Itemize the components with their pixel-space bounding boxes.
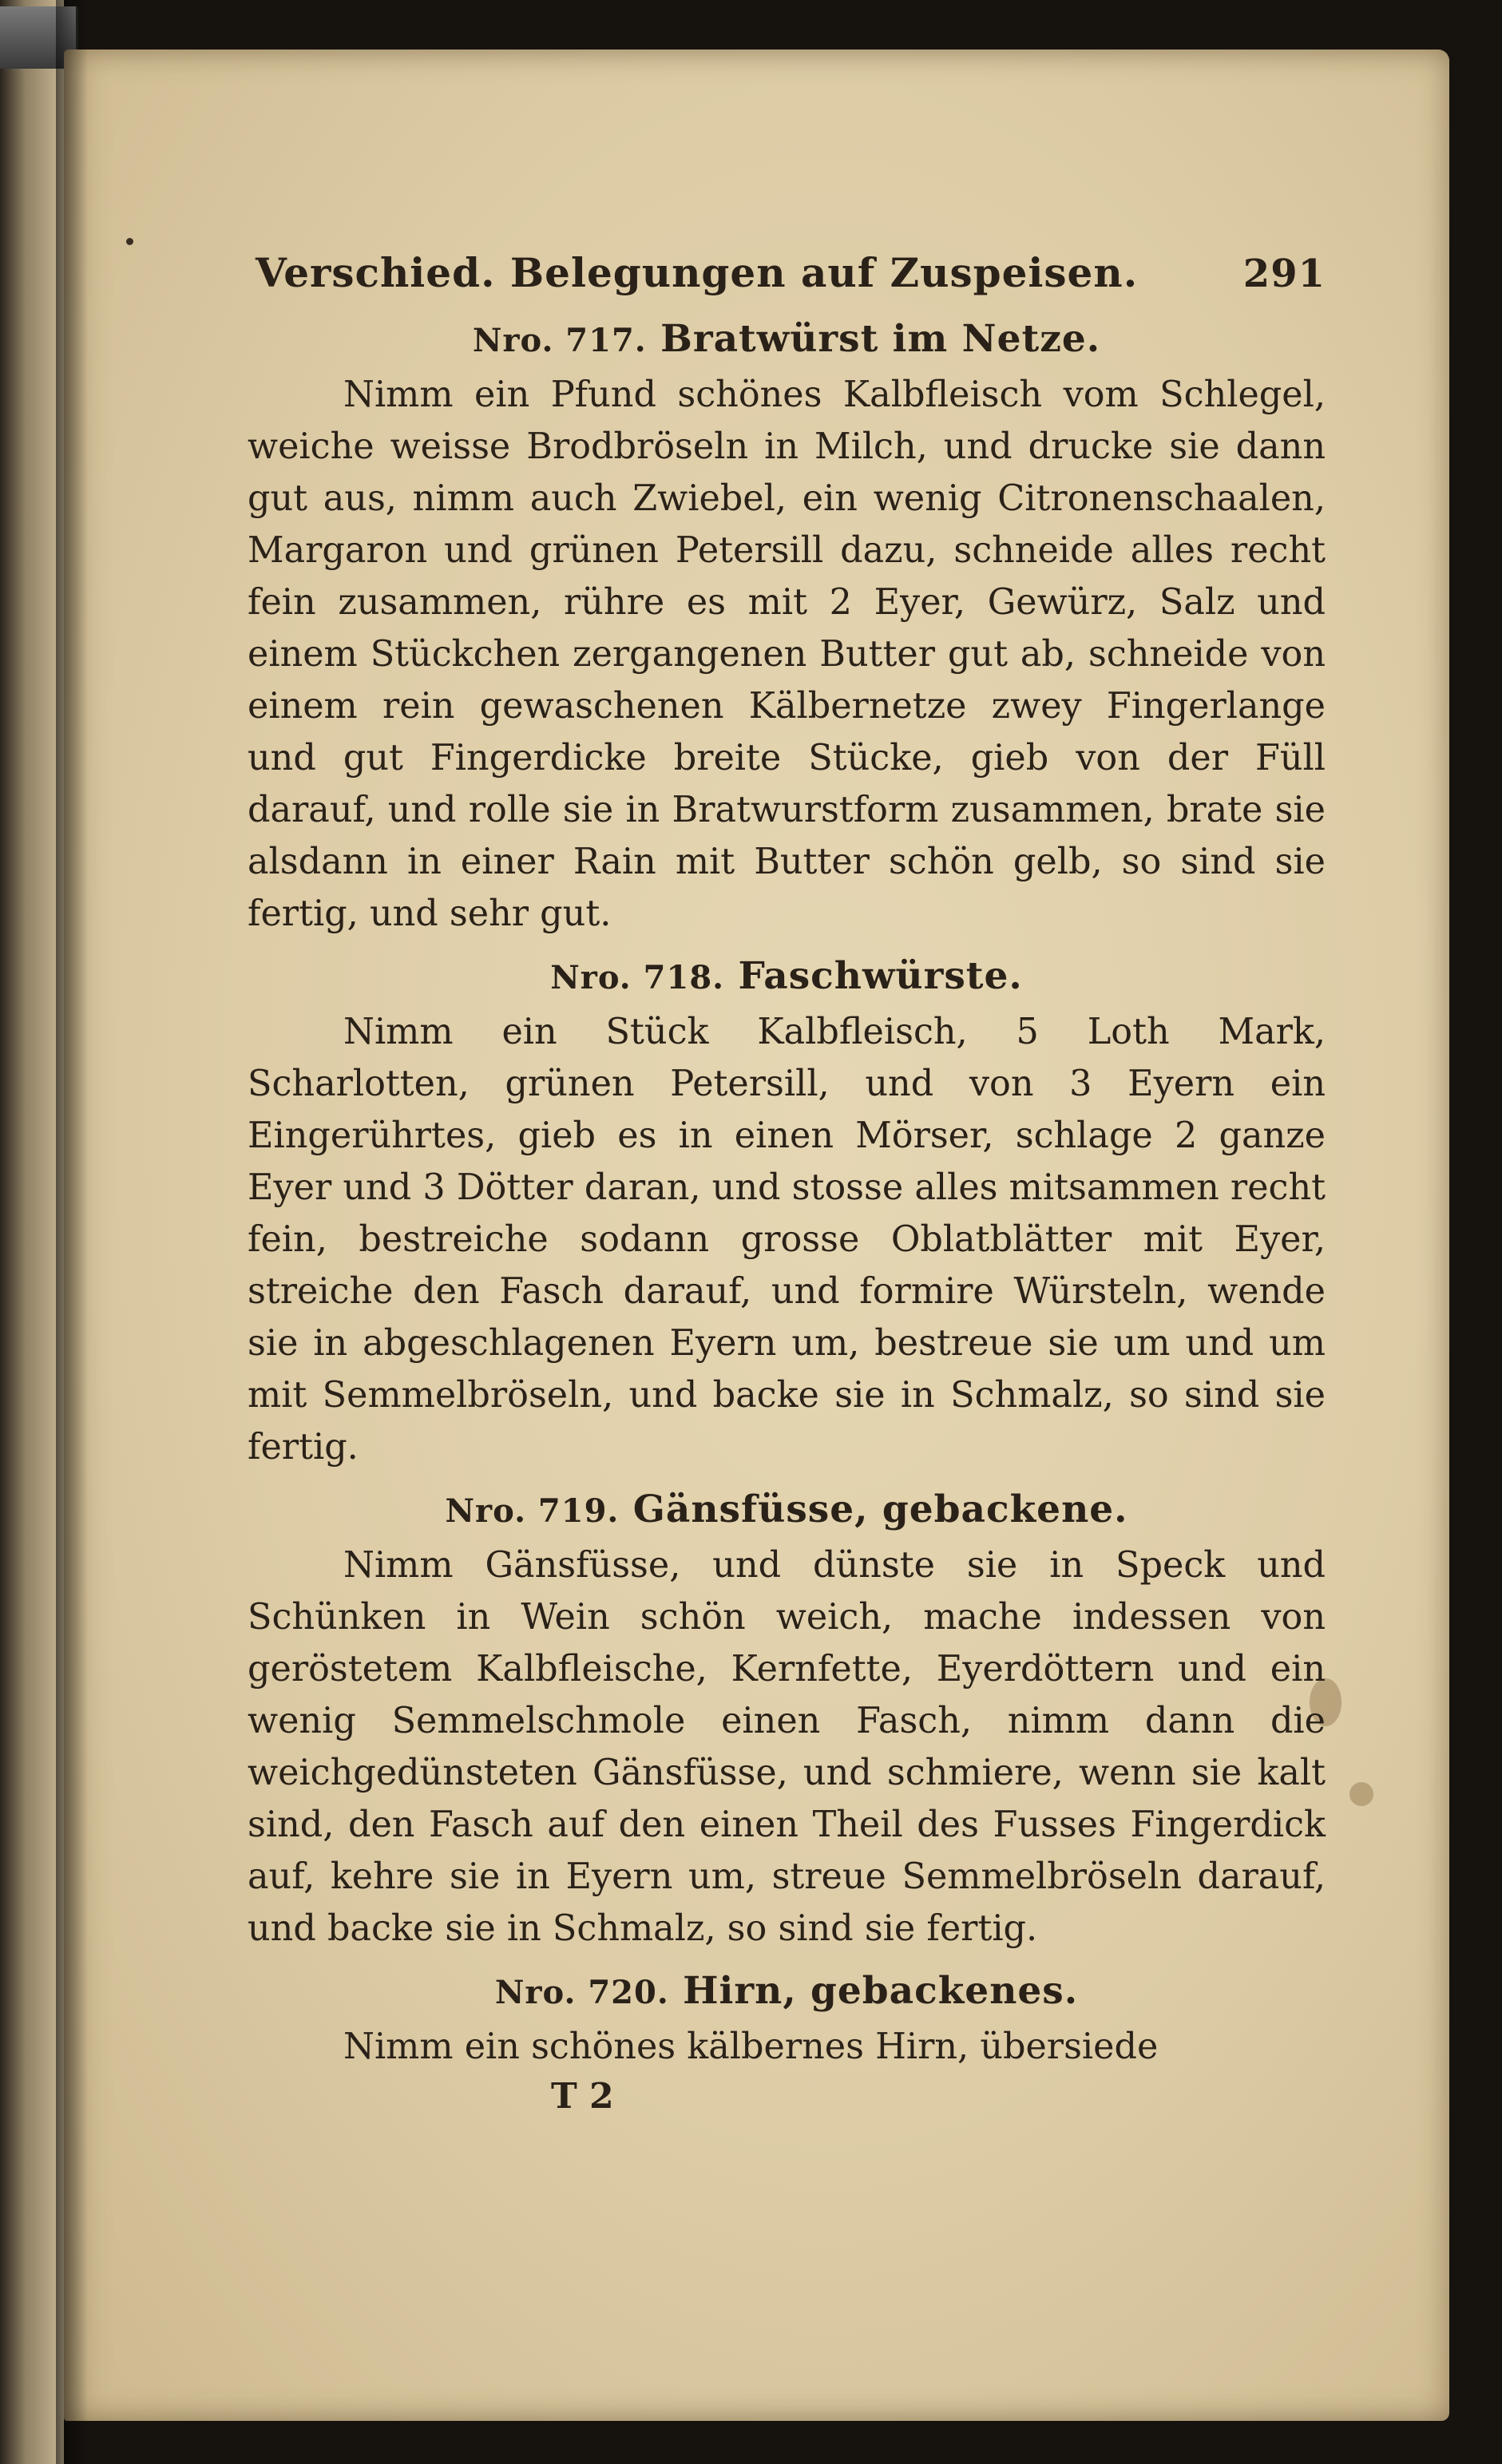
previous-leaf-edge [0,0,64,2464]
recipe-number: Nro. 718. [550,959,725,996]
recipe-title: Gänsfüsse, gebackene. [632,1488,1128,1531]
recipe-number: Nro. 719. [445,1492,620,1530]
recipe-body: Nimm ein Pfund schönes Kalbfleisch vom Schlegel, weiche weisse Brodbröseln in Milch, und drucke sie dann gut aus, nimm auch Zwiebel, ein wenig Citronenschaalen, Margaron und grünen Petersill dazu, schneide alles recht fein zusammen, rühre es mit 2 Eyer, Gewürz, Salz und einem Stückchen zergangenen Butter gut ab, schneide von einem rein gewaschenen Kälbernetze zwey Fingerlange und gut Fingerdicke breite Stücke, gieb von der Füll darauf, und rolle sie in Bratwurstform zusammen, brate sie alsdann in einer Rain mit Butter schön gelb, so sind sie fertig, und sehr gut. [248,374,1326,934]
recipe-heading [248,317,1326,361]
recipe-heading [248,954,1326,998]
recipe-body: Nimm ein schönes kälbernes Hirn, übersiede [343,2026,1159,2067]
signature-mark: T 2 [551,2076,614,2117]
recipe-heading [248,1969,1326,2013]
running-head [256,249,1326,296]
recipe-body: Nimm Gänsfüsse, und dünste sie in Speck und Schünken in Wein schön weich, mache indessen von geröstetem Kalbfleische, Kernfette, Eyerdöttern und ein wenig Semmelschmole einen Fasch, nimm dann die weichgedünsteten Gänsfüsse, und schmiere, wenn sie kalt sind, den Fasch auf den einen Theil des Fusses Fingerdick auf, kehre sie in Eyern um, streue Semmelbröseln darauf, und backe sie in Schmalz, so sind sie fertig. [248,1545,1326,1949]
recipe-heading [248,1488,1326,1531]
foxing-spot [1349,1782,1373,1806]
recipe-719 [248,1488,1326,1955]
recipe-718 [248,954,1326,1473]
ink-speck [126,238,133,245]
text-block [248,249,1326,2117]
recipe-720 [248,1969,1326,2073]
recipe-title: Hirn, gebackenes. [683,1969,1079,2013]
page-paper [64,50,1449,2421]
recipe-title: Bratwürst im Netze. [660,317,1101,361]
page-number: 291 [1242,252,1326,296]
running-head-title: Verschied. Belegungen auf Zuspeisen. [256,249,1139,296]
gutter-shadow [56,0,88,2464]
recipe-body: Nimm ein Stück Kalbfleisch, 5 Loth Mark, Scharlotten, grünen Petersill, und von 3 Eyern ein Eingerührtes, gieb es in einen Mörser, schlage 2 ganze Eyer und 3 Dötter daran, und stosse alles mitsammen recht fein, bestreiche sodann grosse Oblatblätter mit Eyer, streiche den Fasch darauf, und formire Würsteln, wende sie in abgeschlagenen Eyern um, bestreue sie um und um mit Semmelbröseln, und backe sie in Schmalz, so sind sie fertig. [248,1012,1326,1468]
recipe-number: Nro. 720. [494,1974,669,2011]
recipe-number: Nro. 717. [472,322,647,359]
recipe-717 [248,317,1326,940]
recipe-title: Faschwürste. [738,954,1023,998]
